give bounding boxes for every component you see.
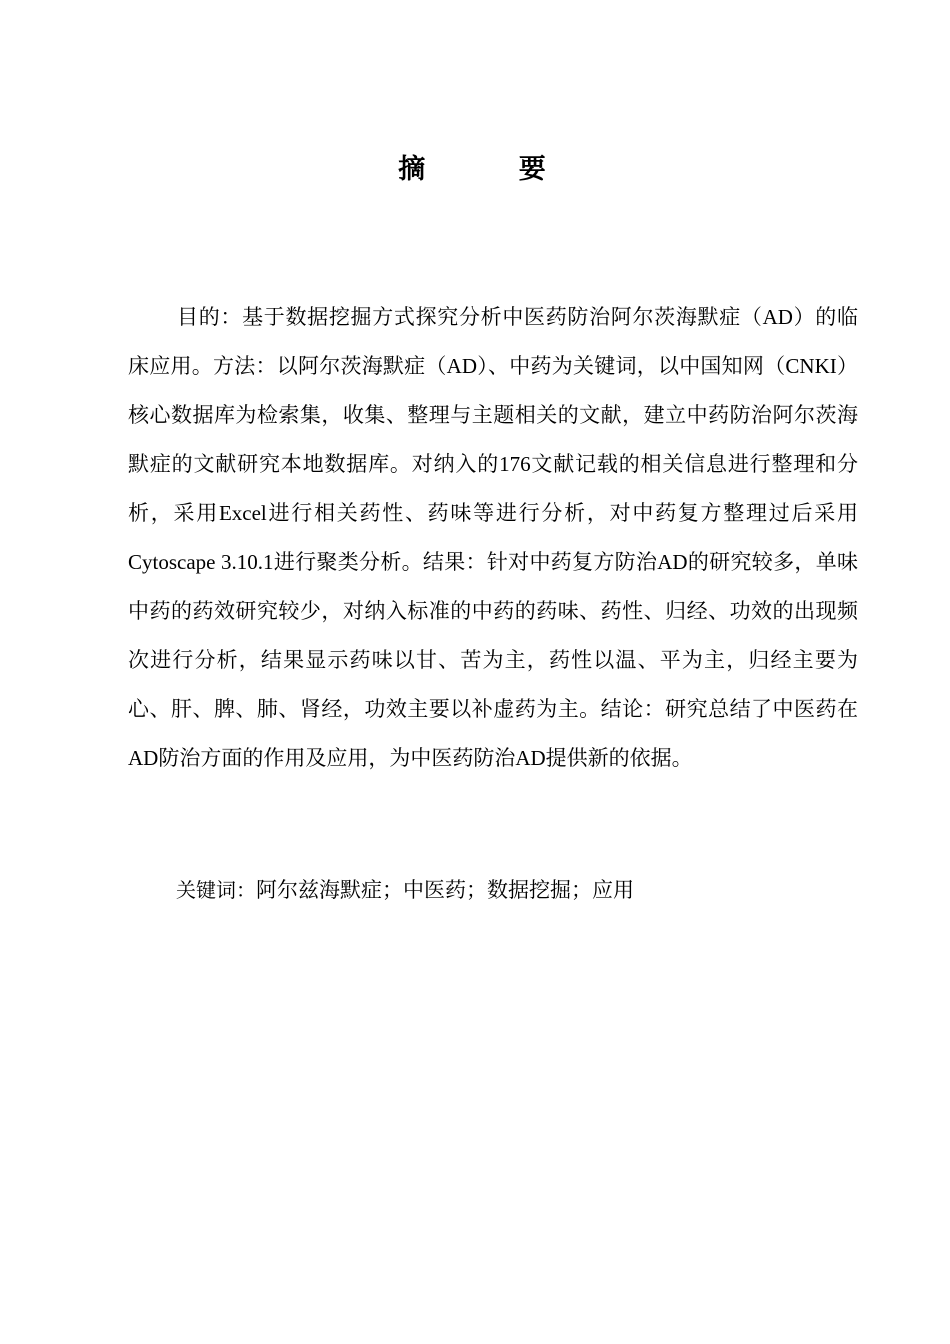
keywords-line <box>176 870 858 910</box>
keywords-label: 关键词： <box>176 878 256 902</box>
abstract-body: 目的：基于数据挖掘方式探究分析中医药防治阿尔茨海默症（AD）的临床应用。方法：以阿尔茨海默症（AD）、中药为关键词，以中国知网（CNKI）核心数据库为检索集，收集、整理与主题相关的文献，建立中药防治阿尔茨海默症的文献研究本地数据库。对纳入的176文献记载的相关信息进行整理和分析，采用Excel进行相关药性、药味等进行分析，对中药复方整理过后采用Cytoscape 3.10.1进行聚类分析。结果：针对中药复方防治AD的研究较多，单味中药的药效研究较少，对纳入标准的中药的药味、药性、归经、功效的出现频次进行分析，结果显示药味以甘、苦为主，药性以温、平为主，归经主要为心、肝、脾、肺、肾经，功效主要以补虚药为主。结论：研究总结了中医药在AD防治方面的作用及应用，为中医药防治AD提供新的依据。 <box>128 305 858 770</box>
keywords-text: 阿尔兹海默症；中医药；数据挖掘；应用 <box>256 878 634 902</box>
abstract-title: 摘 要 <box>398 154 588 185</box>
